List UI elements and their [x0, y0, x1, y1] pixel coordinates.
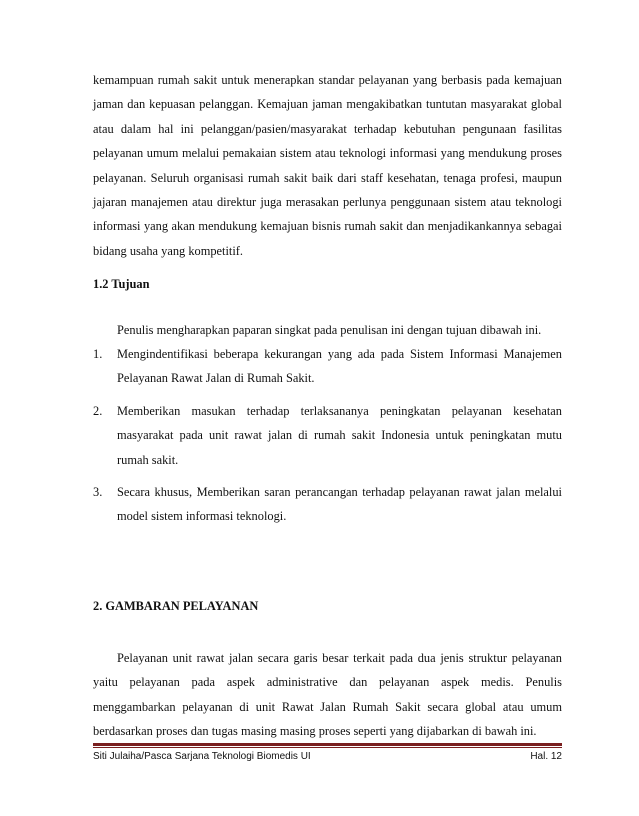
list-item [93, 480, 562, 529]
tujuan-list [93, 342, 562, 537]
list-item-number: 2. [93, 403, 103, 418]
footer-rule-thin [93, 747, 562, 748]
section-heading-tujuan: 1.2 Tujuan [93, 277, 150, 291]
section-heading-gambaran-pelayanan: 2. GAMBARAN PELAYANAN [93, 599, 259, 613]
gambaran-paragraph: Pelayanan unit rawat jalan secara garis besar terkait pada dua jenis struktur pelayanan yaitu pelayanan pada aspek administrative dan pelayanan aspek medis. Penulis menggambarkan pelayanan di unit Rawat Jalan Rumah Sakit secara global atau umum berdasarkan proses dan tugas masing masing proses seperti yang dijabarkan di bawah ini. [93, 651, 562, 739]
list-item-number: 1. [93, 347, 103, 361]
list-item-number: 3. [93, 485, 103, 500]
intro-paragraph: kemampuan rumah sakit untuk menerapkan standar pelayanan yang berbasis pada kemajuan jaman dan kepuasan pelanggan. Kemajuan jaman mengakibatkan tuntutan masyarakat global atau dalam hal ini pelanggan/pasien/masyarakat terhadap kebutuhan pengunaan fasilitas pelayanan umum melalui pemakaian sistem atau teknologi informasi yang mendukung proses pelayanan. Seluruh organisasi rumah sakit baik dari staff kesehatan, tenaga profesi, maupun jajaran manajemen atau direktur juga merasakan perlunya penggunaan sistem atau teknologi informasi yang akan mendukung kemajuan bisnis rumah sakit dan menjadikankannya sebagai bidang usaha yang kompetitif. [93, 73, 562, 258]
footer-page-number: Hal. 12 [530, 751, 562, 762]
footer-rule-thick [93, 743, 562, 746]
tujuan-lead-paragraph: Penulis mengharapkan paparan singkat pada penulisan ini dengan tujuan dibawah ini. [117, 323, 542, 337]
list-item-text: Secara khusus, Memberikan saran perancangan terhadap pelayanan rawat jalan melalui model sistem informasi teknologi. [117, 485, 562, 524]
list-item [93, 399, 562, 472]
list-item-text: Memberikan masukan terhadap terlaksananya peningkatan pelayanan kesehatan masyarakat pada unit rawat jalan di rumah sakit Indonesia untuk peningkatan mutu rumah sakit. [117, 403, 562, 467]
list-item-text: Mengindentifikasi beberapa kekurangan yang ada pada Sistem Informasi Manajemen Pelayanan Rawat Jalan di Rumah Sakit. [117, 347, 562, 386]
footer-author: Siti Julaiha/Pasca Sarjana Teknologi Biomedis UI [93, 751, 311, 762]
list-item [93, 342, 562, 391]
